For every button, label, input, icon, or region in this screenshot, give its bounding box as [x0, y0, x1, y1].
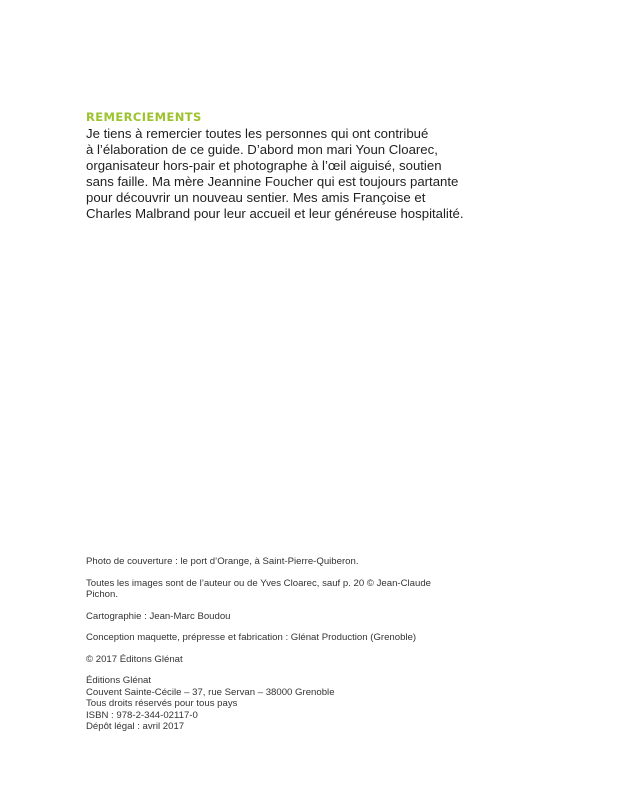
publisher-info — [86, 675, 526, 733]
acknowledgements-text — [86, 126, 526, 222]
acknowledgements-line: Je tiens à remercier toutes les personnes qui ont contribué — [86, 126, 429, 141]
credits-section — [86, 556, 526, 733]
images-credit-line: Toutes les images sont de l’auteur ou de Yves Cloarec, sauf p. 20 © Jean-Claude — [86, 577, 432, 589]
acknowledgements-section — [86, 110, 526, 222]
isbn: ISBN : 978-2-344-02117-0 — [86, 709, 198, 721]
publisher-name: Éditions Glénat — [86, 675, 152, 686]
cartography-credit: Cartographie : Jean-Marc Boudou — [86, 610, 231, 622]
acknowledgements-line: pour découvrir un nouveau sentier. Mes amis Françoise et — [86, 190, 426, 205]
images-credit — [86, 578, 526, 601]
acknowledgements-line: organisateur hors-pair et photographe à l’œil aiguisé, soutien — [86, 158, 442, 173]
copyright-notice: © 2017 Éditons Glénat — [86, 653, 183, 665]
acknowledgements-line: à l’élaboration de ce guide. D’abord mon mari Youn Cloarec, — [86, 142, 438, 157]
design-credit: Conception maquette, prépresse et fabrication : Glénat Production (Grenoble) — [86, 632, 417, 643]
acknowledgements-line: sans faille. Ma mère Jeannine Foucher qui est toujours partante — [86, 174, 459, 189]
publisher-address: Couvent Sainte-Cécile – 37, rue Servan – 38000 Grenoble — [86, 686, 335, 698]
legal-deposit: Dépôt légal : avril 2017 — [86, 721, 185, 732]
acknowledgements-heading: REMERCIEMENTS — [86, 110, 202, 124]
images-credit-line: Pichon. — [86, 589, 118, 600]
acknowledgements-line: Charles Malbrand pour leur accueil et leur généreuse hospitalité. — [86, 206, 464, 221]
rights-notice: Tous droits réservés pour tous pays — [86, 698, 238, 709]
cover-photo-credit: Photo de couverture : le port d’Orange, à Saint-Pierre-Quiberon. — [86, 556, 359, 567]
